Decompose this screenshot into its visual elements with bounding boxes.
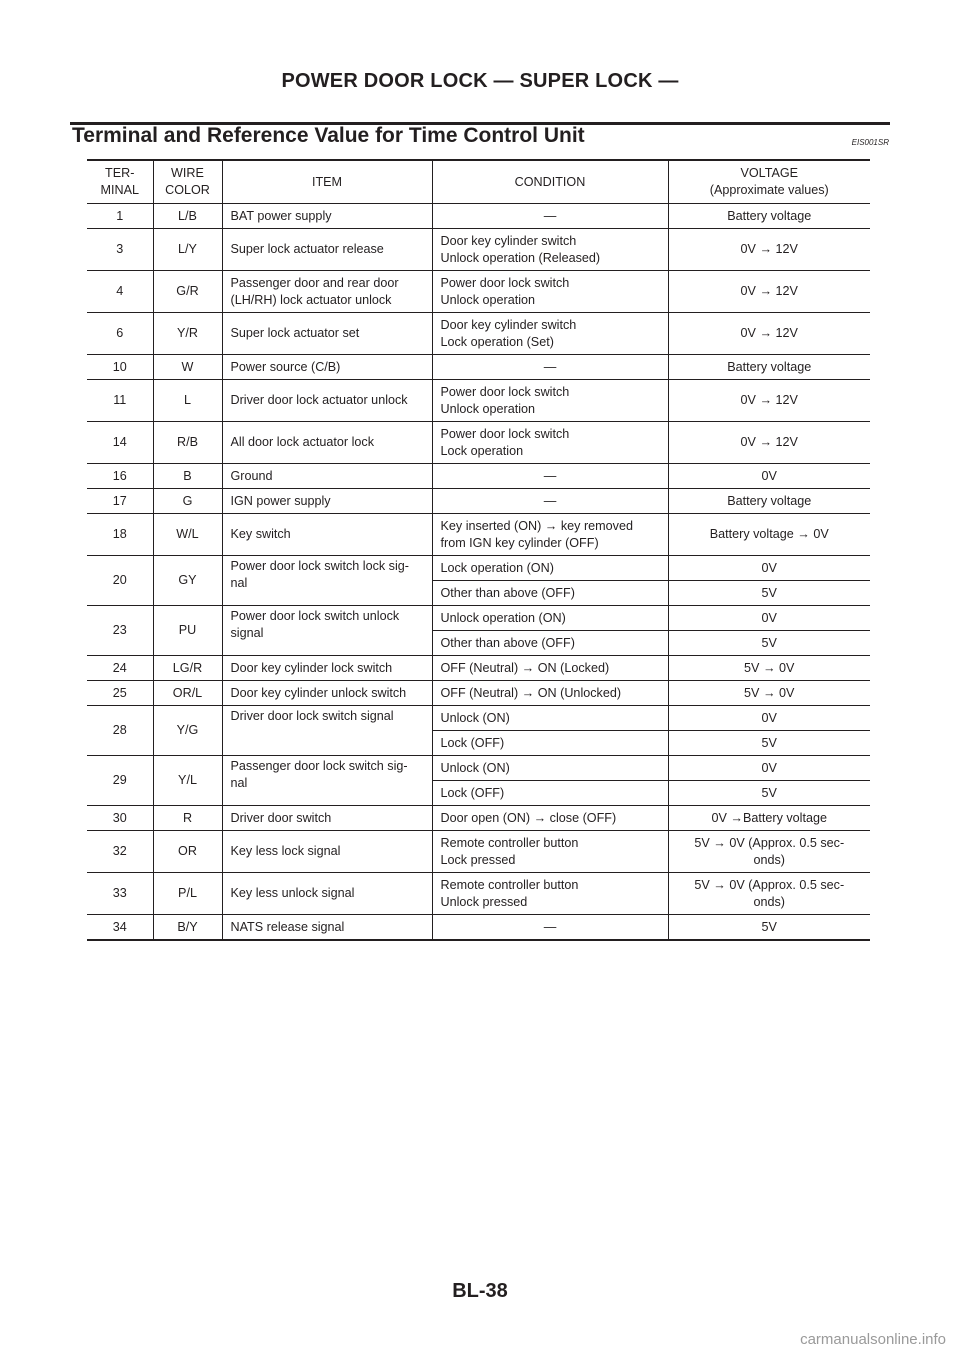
table-row [87, 706, 870, 731]
voltage-line: 5V → 0V (Approx. 0.5 sec- [694, 877, 845, 892]
condition-cell [432, 489, 668, 514]
wire-color-cell: P/L [153, 873, 222, 915]
condition-cell [432, 656, 668, 681]
condition-cell [432, 831, 668, 873]
terminal-reference-table [87, 159, 870, 941]
condition-cell [432, 204, 668, 229]
item-cell [222, 422, 432, 464]
wire-color-cell: B [153, 464, 222, 489]
watermark: carmanualsonline.info [800, 1331, 946, 1348]
item-line: Driver door switch [230, 810, 332, 825]
item-cell [222, 229, 432, 271]
voltage-cell [668, 464, 870, 489]
wire-color-cell: R/B [153, 422, 222, 464]
wire-color-cell: W/L [153, 514, 222, 556]
condition-cell [432, 731, 668, 756]
condition-line: Remote controller button [440, 835, 579, 850]
voltage-cell [668, 422, 870, 464]
voltage-cell [668, 581, 870, 606]
voltage-line: 5V [761, 785, 777, 800]
condition-line: — [543, 359, 557, 374]
table-row [87, 464, 870, 489]
table-row [87, 681, 870, 706]
condition-line: Lock pressed [440, 852, 516, 867]
item-line: BAT power supply [230, 208, 332, 223]
terminal-cell: 17 [87, 489, 153, 514]
table-row [87, 380, 870, 422]
table-row [87, 355, 870, 380]
item-cell [222, 380, 432, 422]
item-line: Driver door lock switch signal [230, 709, 394, 723]
item-cell [222, 606, 432, 656]
header-voltage-line: VOLTAGE [740, 166, 799, 181]
voltage-line: 0V [761, 760, 777, 775]
table-header-row [87, 160, 870, 204]
condition-cell [432, 781, 668, 806]
wire-color-cell: GY [153, 556, 222, 606]
terminal-cell: 32 [87, 831, 153, 873]
page-header-title: POWER DOOR LOCK — SUPER LOCK — [281, 70, 679, 92]
wire-color-cell: L/B [153, 204, 222, 229]
voltage-cell [668, 731, 870, 756]
item-line: Power door lock switch lock sig- [230, 559, 409, 573]
item-cell [222, 355, 432, 380]
voltage-cell [668, 915, 870, 941]
condition-line: — [543, 919, 557, 934]
condition-cell [432, 422, 668, 464]
header-wire-line: COLOR [165, 183, 210, 197]
condition-cell [432, 581, 668, 606]
wire-color-cell: W [153, 355, 222, 380]
voltage-cell [668, 831, 870, 873]
condition-line: — [543, 493, 557, 508]
item-cell [222, 313, 432, 355]
condition-cell [432, 229, 668, 271]
condition-line: Unlock pressed [440, 894, 528, 909]
condition-cell [432, 606, 668, 631]
table-row [87, 606, 870, 631]
terminal-cell: 1 [87, 204, 153, 229]
terminal-cell: 11 [87, 380, 153, 422]
table-row [87, 514, 870, 556]
table-row [87, 229, 870, 271]
item-cell [222, 556, 432, 606]
voltage-line: Battery voltage [727, 493, 812, 508]
item-line: signal [230, 625, 264, 640]
condition-cell [432, 556, 668, 581]
table-row [87, 656, 870, 681]
condition-line: Key inserted (ON) → key removed [440, 518, 633, 533]
condition-line: Lock operation (Set) [440, 334, 554, 349]
voltage-cell [668, 229, 870, 271]
table-row [87, 204, 870, 229]
item-cell [222, 656, 432, 681]
voltage-line: onds) [753, 852, 785, 867]
item-line: Power door lock switch unlock [230, 609, 400, 623]
item-line: Passenger door and rear door [230, 275, 399, 290]
wire-color-cell: PU [153, 606, 222, 656]
table-row [87, 915, 870, 941]
item-line: Key less unlock signal [230, 886, 355, 901]
terminal-cell: 33 [87, 873, 153, 915]
item-line: All door lock actuator lock [230, 435, 374, 450]
header-terminal-line: MINAL [100, 183, 139, 197]
voltage-line: 5V [761, 585, 777, 600]
condition-line: Unlock operation [440, 292, 536, 307]
item-line: Driver door lock actuator unlock [230, 393, 408, 408]
terminal-cell: 24 [87, 656, 153, 681]
item-line: Key switch [230, 527, 291, 542]
item-line: Door key cylinder lock switch [230, 660, 393, 675]
voltage-line: 0V → 12V [740, 326, 798, 341]
item-line: Ground [230, 468, 273, 483]
condition-cell [432, 756, 668, 781]
voltage-line: 5V → 0V [744, 660, 795, 675]
item-line: Door key cylinder unlock switch [230, 685, 407, 700]
item-cell [222, 806, 432, 831]
item-cell [222, 464, 432, 489]
condition-cell [432, 271, 668, 313]
wire-color-cell: B/Y [153, 915, 222, 941]
voltage-line: Battery voltage [727, 359, 812, 374]
terminal-cell: 34 [87, 915, 153, 941]
table-body [87, 204, 870, 941]
terminal-cell: 23 [87, 606, 153, 656]
voltage-cell [668, 514, 870, 556]
wire-color-cell: R [153, 806, 222, 831]
wire-color-cell: OR/L [153, 681, 222, 706]
condition-cell [432, 706, 668, 731]
voltage-line: 0V → 12V [740, 242, 798, 257]
voltage-line: onds) [753, 894, 785, 909]
voltage-line: Battery voltage → 0V [709, 527, 829, 542]
header-item: ITEM [222, 160, 432, 204]
condition-line: OFF (Neutral) → ON (Locked) [440, 660, 610, 675]
condition-line: Lock operation (ON) [440, 560, 554, 575]
voltage-line: 5V → 0V [744, 685, 795, 700]
wire-color-cell: Y/L [153, 756, 222, 806]
header-terminal-line: TER- [105, 166, 135, 181]
condition-line: Power door lock switch [440, 384, 570, 399]
voltage-line: 0V →Battery voltage [711, 810, 827, 825]
table-row [87, 313, 870, 355]
wire-color-cell: G/R [153, 271, 222, 313]
voltage-line: 5V → 0V (Approx. 0.5 sec- [694, 835, 845, 850]
voltage-cell [668, 271, 870, 313]
voltage-line: 0V → 12V [740, 435, 798, 450]
condition-line: from IGN key cylinder (OFF) [440, 535, 599, 550]
voltage-line: 0V [761, 710, 777, 725]
condition-line: Door open (ON) → close (OFF) [440, 810, 617, 825]
item-cell [222, 915, 432, 941]
condition-line: Door key cylinder switch [440, 317, 577, 332]
table-row [87, 873, 870, 915]
item-line: NATS release signal [230, 919, 345, 934]
condition-line: Door key cylinder switch [440, 233, 577, 248]
header-terminal [87, 160, 153, 204]
terminal-cell: 4 [87, 271, 153, 313]
header-wire-color [153, 160, 222, 204]
wire-color-cell: Y/R [153, 313, 222, 355]
voltage-line: 5V [761, 919, 777, 934]
condition-line: Unlock operation (ON) [440, 610, 566, 625]
condition-line: Power door lock switch [440, 275, 570, 290]
voltage-cell [668, 706, 870, 731]
header-voltage [668, 160, 870, 204]
voltage-cell [668, 681, 870, 706]
voltage-line: Battery voltage [727, 208, 812, 223]
voltage-line: 0V [761, 610, 777, 625]
section-title: Terminal and Reference Value for Time Control Unit [72, 124, 585, 147]
wire-color-cell: L/Y [153, 229, 222, 271]
voltage-line: 0V [761, 560, 777, 575]
voltage-line: 5V [761, 735, 777, 750]
wire-color-cell: L [153, 380, 222, 422]
voltage-cell [668, 204, 870, 229]
item-line: Super lock actuator set [230, 326, 360, 341]
terminal-cell: 10 [87, 355, 153, 380]
item-cell [222, 271, 432, 313]
item-line: nal [230, 575, 248, 590]
table-row [87, 271, 870, 313]
condition-line: Power door lock switch [440, 426, 570, 441]
item-cell [222, 681, 432, 706]
header-voltage-line: (Approximate values) [709, 183, 829, 197]
condition-line: — [543, 208, 557, 223]
item-cell [222, 489, 432, 514]
section-code: EIS001SR [851, 138, 889, 147]
condition-line: Lock (OFF) [440, 785, 505, 800]
wire-color-cell: OR [153, 831, 222, 873]
condition-line: Other than above (OFF) [440, 635, 575, 650]
condition-cell [432, 380, 668, 422]
condition-line: Lock operation [440, 443, 524, 458]
condition-line: — [543, 468, 557, 483]
condition-line: Unlock (ON) [440, 760, 510, 775]
voltage-cell [668, 606, 870, 631]
item-line: Key less lock signal [230, 844, 341, 859]
condition-cell [432, 464, 668, 489]
terminal-cell: 28 [87, 706, 153, 756]
condition-line: Other than above (OFF) [440, 585, 575, 600]
wire-color-cell: Y/G [153, 706, 222, 756]
table-row [87, 489, 870, 514]
table-row [87, 806, 870, 831]
voltage-cell [668, 556, 870, 581]
voltage-cell [668, 656, 870, 681]
voltage-cell [668, 355, 870, 380]
terminal-cell: 29 [87, 756, 153, 806]
table-row [87, 831, 870, 873]
table-row [87, 756, 870, 781]
voltage-cell [668, 806, 870, 831]
condition-cell [432, 631, 668, 656]
condition-cell [432, 355, 668, 380]
condition-cell [432, 313, 668, 355]
item-cell [222, 831, 432, 873]
item-line: Passenger door lock switch sig- [230, 759, 408, 773]
condition-line: Lock (OFF) [440, 735, 505, 750]
item-line: (LH/RH) lock actuator unlock [230, 292, 392, 307]
table-row [87, 422, 870, 464]
voltage-cell [668, 756, 870, 781]
condition-cell [432, 514, 668, 556]
wire-color-cell: LG/R [153, 656, 222, 681]
item-cell [222, 204, 432, 229]
item-cell [222, 756, 432, 806]
voltage-cell [668, 313, 870, 355]
condition-cell [432, 806, 668, 831]
header-condition: CONDITION [432, 160, 668, 204]
condition-line: Unlock (ON) [440, 710, 510, 725]
voltage-line: 0V [761, 468, 777, 483]
terminal-cell: 14 [87, 422, 153, 464]
item-line: Power source (C/B) [230, 359, 341, 374]
item-line: nal [230, 775, 248, 790]
terminal-cell: 18 [87, 514, 153, 556]
wire-color-cell: G [153, 489, 222, 514]
item-cell [222, 706, 432, 756]
terminal-cell: 30 [87, 806, 153, 831]
condition-line: Unlock operation (Released) [440, 250, 601, 265]
voltage-line: 0V → 12V [740, 393, 798, 408]
condition-cell [432, 915, 668, 941]
voltage-line: 5V [761, 635, 777, 650]
voltage-cell [668, 380, 870, 422]
item-line: IGN power supply [230, 493, 331, 508]
header-wire-line: WIRE [171, 166, 204, 181]
item-cell [222, 873, 432, 915]
terminal-cell: 16 [87, 464, 153, 489]
voltage-line: 0V → 12V [740, 284, 798, 299]
terminal-cell: 6 [87, 313, 153, 355]
voltage-cell [668, 489, 870, 514]
item-cell [222, 514, 432, 556]
table-row [87, 556, 870, 581]
page-number: BL-38 [452, 1280, 508, 1302]
voltage-cell [668, 631, 870, 656]
voltage-cell [668, 781, 870, 806]
voltage-cell [668, 873, 870, 915]
terminal-cell: 20 [87, 556, 153, 606]
terminal-cell: 25 [87, 681, 153, 706]
item-line: Super lock actuator release [230, 242, 384, 257]
terminal-cell: 3 [87, 229, 153, 271]
condition-line: Remote controller button [440, 877, 579, 892]
condition-cell [432, 681, 668, 706]
condition-line: Unlock operation [440, 401, 536, 416]
condition-line: OFF (Neutral) → ON (Unlocked) [440, 685, 622, 700]
condition-cell [432, 873, 668, 915]
